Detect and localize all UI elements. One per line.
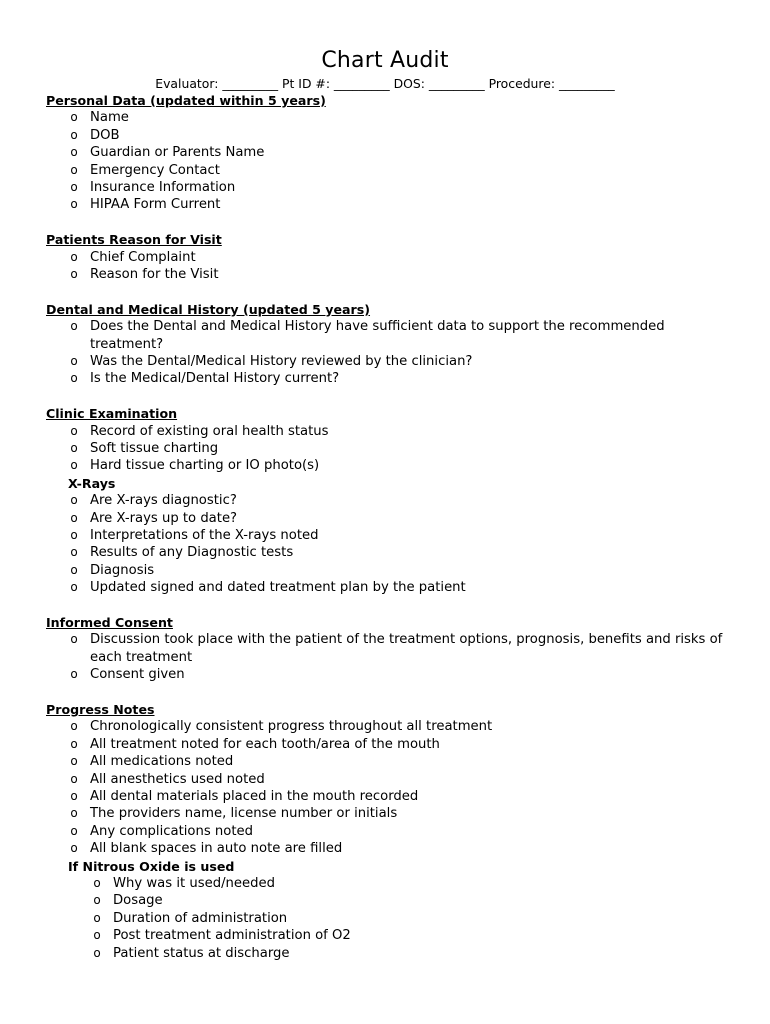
checklist-item-text: Duration of administration (113, 910, 288, 926)
checklist-item (46, 805, 736, 822)
checklist-item (46, 771, 736, 788)
section-spacer (46, 684, 736, 701)
checklist-item-text: Chief Complaint (90, 249, 196, 265)
checklist-item-text: Chronologically consistent progress throughout all treatment (90, 719, 493, 735)
checklist-item-text: Any complications noted (90, 823, 253, 839)
audit-checklist (46, 92, 736, 962)
checklist-item (46, 492, 736, 509)
bullet-icon: o (70, 510, 78, 525)
section-clinic-examination (46, 405, 736, 596)
bullet-icon: o (70, 736, 78, 751)
bullet-icon: o (93, 945, 101, 960)
bullet-icon: o (70, 841, 78, 856)
checklist-item-text: DOB (90, 127, 120, 143)
checklist-item (46, 510, 736, 527)
bullet-icon: o (70, 580, 78, 595)
checklist-item-text: Record of existing oral health status (90, 423, 329, 439)
subsection-heading: X-Rays (68, 475, 116, 491)
bullet-icon: o (93, 876, 101, 891)
bullet-icon: o (70, 528, 78, 543)
bullet-icon: o (70, 110, 78, 125)
bullet-icon: o (70, 180, 78, 195)
checklist-item-text: Interpretations of the X-rays noted (90, 528, 319, 544)
checklist-item (46, 249, 736, 266)
checklist-item-text: All medications noted (90, 754, 234, 770)
checklist-item-text: Soft tissue charting (90, 441, 219, 457)
checklist-item (46, 823, 736, 840)
checklist-item (46, 353, 736, 370)
checklist-item (46, 162, 736, 179)
bullet-icon: o (70, 667, 78, 682)
bullet-icon: o (70, 423, 78, 438)
section-heading: Informed Consent (46, 615, 173, 631)
checklist-item-text: Dosage (113, 893, 163, 909)
section-progress-notes (46, 701, 736, 962)
checklist-item (46, 875, 736, 892)
checklist-item-text: Insurance Information (90, 180, 236, 196)
section-patients-reason-for (46, 231, 736, 283)
bullet-icon: o (70, 562, 78, 577)
section-personal-data-updated (46, 92, 736, 214)
bullet-icon: o (70, 632, 78, 647)
section-spacer (46, 388, 736, 405)
bullet-icon: o (70, 249, 78, 264)
bullet-icon: o (70, 823, 78, 838)
checklist-item-text: Patient status at discharge (113, 945, 290, 961)
bullet-icon: o (70, 719, 78, 734)
checklist-item-text: Was the Dental/Medical History reviewed by the clinician? (90, 354, 473, 370)
bullet-icon: o (93, 910, 101, 925)
checklist-item-text: Guardian or Parents Name (90, 145, 265, 161)
checklist-item (46, 109, 736, 126)
checklist-item (46, 527, 736, 544)
checklist-item-text: Diagnosis (90, 562, 155, 578)
checklist-item (46, 945, 736, 962)
checklist-item (46, 127, 736, 144)
bullet-icon: o (70, 754, 78, 769)
section-spacer (46, 597, 736, 614)
bullet-icon: o (70, 354, 78, 369)
checklist-item (46, 179, 736, 196)
checklist-item (46, 562, 736, 579)
bullet-icon: o (70, 319, 78, 334)
checklist-item-text: Discussion took place with the patient of the treatment options, prognosis, benefits and risks of each treatment (90, 632, 723, 665)
bullet-icon: o (93, 893, 101, 908)
checklist-item (46, 788, 736, 805)
checklist-item (46, 840, 736, 857)
bullet-icon: o (70, 789, 78, 804)
section-informed-consent (46, 614, 736, 684)
bullet-icon: o (70, 127, 78, 142)
section-heading: Clinic Examination (46, 406, 178, 422)
checklist-item (46, 370, 736, 387)
checklist-item (46, 579, 736, 596)
checklist-item (46, 266, 736, 283)
checklist-item (46, 423, 736, 440)
section-spacer (46, 283, 736, 300)
section-heading: Progress Notes (46, 702, 155, 718)
checklist-item-text: Hard tissue charting or IO photo(s) (90, 458, 320, 474)
checklist-item (46, 318, 736, 353)
checklist-item-text: All treatment noted for each tooth/area of the mouth (90, 736, 440, 752)
checklist-item-text: The providers name, license number or initials (90, 806, 398, 822)
checklist-item-text: Results of any Diagnostic tests (90, 545, 294, 561)
section-heading: Patients Reason for Visit (46, 232, 222, 248)
section-heading: Dental and Medical History (updated 5 years) (46, 301, 371, 317)
checklist-item-text: Post treatment administration of O2 (113, 928, 351, 944)
checklist-item-text: Updated signed and dated treatment plan by the patient (90, 580, 466, 596)
checklist-item (46, 631, 736, 666)
section-spacer (46, 214, 736, 231)
checklist-item (46, 753, 736, 770)
checklist-item-text: All dental materials placed in the mouth recorded (90, 789, 419, 805)
checklist-item-text: Are X-rays up to date? (90, 510, 238, 526)
checklist-item (46, 910, 736, 927)
bullet-icon: o (70, 441, 78, 456)
checklist-item-text: Emergency Contact (90, 162, 220, 178)
checklist-item (46, 144, 736, 161)
header-fields-line: Evaluator: _________ Pt ID #: _________ DOS: _________ Procedure: _________ (155, 76, 615, 91)
bullet-icon: o (70, 806, 78, 821)
bullet-icon: o (70, 458, 78, 473)
checklist-item (46, 892, 736, 909)
checklist-item (46, 927, 736, 944)
section-heading: Personal Data (updated within 5 years) (46, 93, 326, 108)
checklist-item-text: Does the Dental and Medical History have sufficient data to support the recommended treatment? (90, 319, 665, 352)
bullet-icon: o (70, 162, 78, 177)
checklist-item (46, 666, 736, 683)
section-dental-and-medical (46, 301, 736, 388)
checklist-item-text: Reason for the Visit (90, 267, 219, 283)
checklist-item-text: All anesthetics used noted (90, 771, 265, 787)
bullet-icon: o (70, 197, 78, 212)
bullet-icon: o (70, 771, 78, 786)
checklist-item-text: HIPAA Form Current (90, 197, 221, 213)
checklist-item (46, 718, 736, 735)
checklist-item (46, 544, 736, 561)
checklist-item (46, 196, 736, 213)
checklist-item-text: All blank spaces in auto note are filled (90, 841, 343, 857)
checklist-item-text: Consent given (90, 667, 185, 683)
bullet-icon: o (70, 371, 78, 386)
checklist-item (46, 736, 736, 753)
bullet-icon: o (70, 545, 78, 560)
bullet-icon: o (93, 928, 101, 943)
bullet-icon: o (70, 145, 78, 160)
checklist-item-text: Is the Medical/Dental History current? (90, 371, 340, 387)
bullet-icon: o (70, 493, 78, 508)
checklist-item-text: Name (90, 110, 129, 126)
checklist-item-text: Why was it used/needed (113, 876, 275, 892)
page-title: Chart Audit (321, 48, 449, 73)
subsection-heading: If Nitrous Oxide is used (68, 858, 235, 874)
bullet-icon: o (70, 267, 78, 282)
checklist-item (46, 457, 736, 474)
checklist-item-text: Are X-rays diagnostic? (90, 493, 237, 509)
checklist-item (46, 440, 736, 457)
